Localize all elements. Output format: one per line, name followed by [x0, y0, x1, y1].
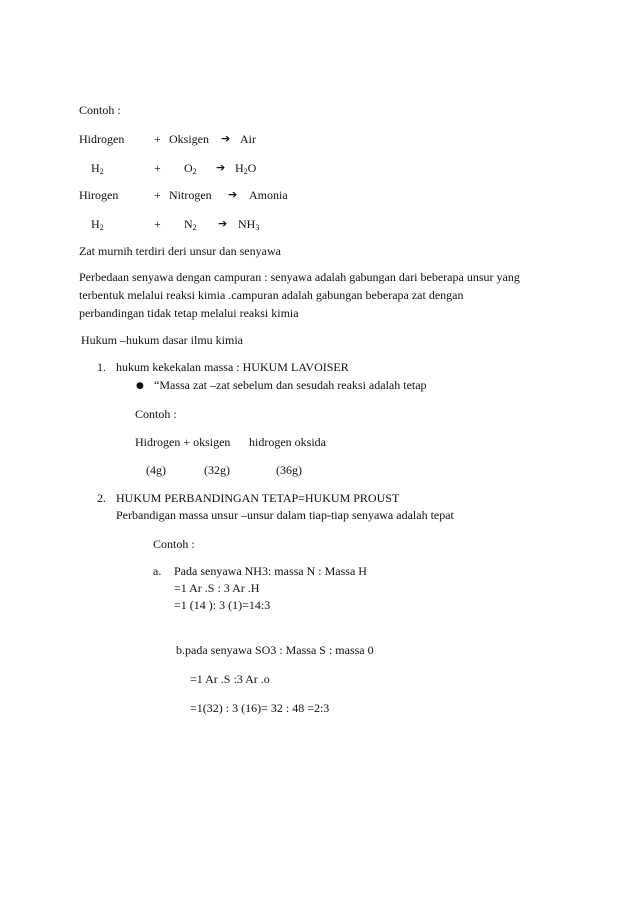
- list-number-1: 1.: [97, 360, 106, 374]
- arrow-icon: ➔: [216, 161, 226, 174]
- reaction-1-plus: +: [154, 132, 161, 146]
- law-1-example-label: Contoh :: [135, 407, 177, 421]
- law-2-title: HUKUM PERBANDINGAN TETAP=HUKUM PROUST: [116, 491, 400, 505]
- mass-value-1: (4g): [146, 463, 166, 477]
- mass-value-2: (32g): [204, 463, 230, 477]
- reaction-2-product: Amonia: [249, 188, 288, 202]
- sub-item-b-text: b.pada senyawa SO3 : Massa S : massa 0: [176, 643, 374, 657]
- formula-1-reactant-1: $H_2$: [91, 161, 104, 176]
- sub-item-a-line-2: =1 Ar .S : 3 Ar .H: [174, 581, 260, 595]
- reaction-1-reactant-2: Oksigen: [169, 132, 209, 146]
- arrow-icon: ➔: [218, 217, 228, 230]
- pure-substance-sentence: Zat murnih terdiri deri unsur dan senyawa: [79, 244, 281, 258]
- sub-item-a-line-3: =1 (14 ): 3 (1)=14:3: [174, 598, 271, 612]
- sub-item-b-line-3: =1(32) : 3 (16)= 32 : 48 =2:3: [190, 701, 330, 715]
- difference-paragraph-line-1: Perbedaan senyawa dengan campuran : senyawa adalah gabungan dari beberapa unsur yang: [79, 270, 520, 284]
- difference-paragraph-line-2: terbentuk melalui reaksi kimia .campuran adalah gabungan beberapa zat dengan: [79, 288, 464, 302]
- bullet-icon: ●: [136, 381, 144, 391]
- law-2-example-label: Contoh :: [153, 537, 195, 551]
- difference-paragraph-line-3: perbandingan tidak tetap melalui reaksi kimia: [79, 306, 299, 320]
- sub-item-a-label: a.: [153, 564, 162, 578]
- law-1-statement: “Massa zat –zat sebelum dan sesudah reaksi adalah tetap: [154, 378, 427, 392]
- formula-2-product: $NH_3$: [238, 217, 260, 232]
- mass-value-3: (36g): [276, 463, 302, 477]
- list-number-2: 2.: [97, 491, 106, 505]
- law-1-title: hukum kekekalan massa : HUKUM LAVOISER: [116, 360, 349, 374]
- law-1-equation-right: hidrogen oksida: [249, 435, 326, 449]
- reaction-2-reactant-2: Nitrogen: [169, 188, 212, 202]
- sub-item-b-line-2: =1 Ar .S :3 Ar .o: [190, 672, 270, 686]
- law-2-statement: Perbandigan massa unsur –unsur dalam tiap-tiap senyawa adalah tepat: [116, 508, 454, 522]
- law-1-equation-left: Hidrogen + oksigen: [135, 435, 231, 449]
- arrow-icon: ➔: [221, 132, 231, 145]
- reaction-2-reactant-1: Hirogen: [79, 188, 119, 202]
- arrow-icon: ➔: [228, 188, 238, 201]
- formula-2-reactant-2: $N_2$: [184, 217, 197, 232]
- section-heading: Hukum –hukum dasar ilmu kimia: [81, 333, 243, 347]
- formula-1-plus: +: [154, 161, 161, 175]
- formula-1-reactant-2: $O_2$: [184, 161, 197, 176]
- reaction-1-reactant-1: Hidrogen: [79, 132, 125, 146]
- sub-item-a-text: Pada senyawa NH3: massa N : Massa H: [174, 564, 367, 578]
- formula-1-product: $H_2O$: [235, 161, 257, 176]
- formula-2-plus: +: [154, 217, 161, 231]
- reaction-1-product: Air: [240, 132, 256, 146]
- reaction-2-plus: +: [154, 188, 161, 202]
- example-label: Contoh :: [79, 103, 121, 117]
- formula-2-reactant-1: $H_2$: [91, 217, 104, 232]
